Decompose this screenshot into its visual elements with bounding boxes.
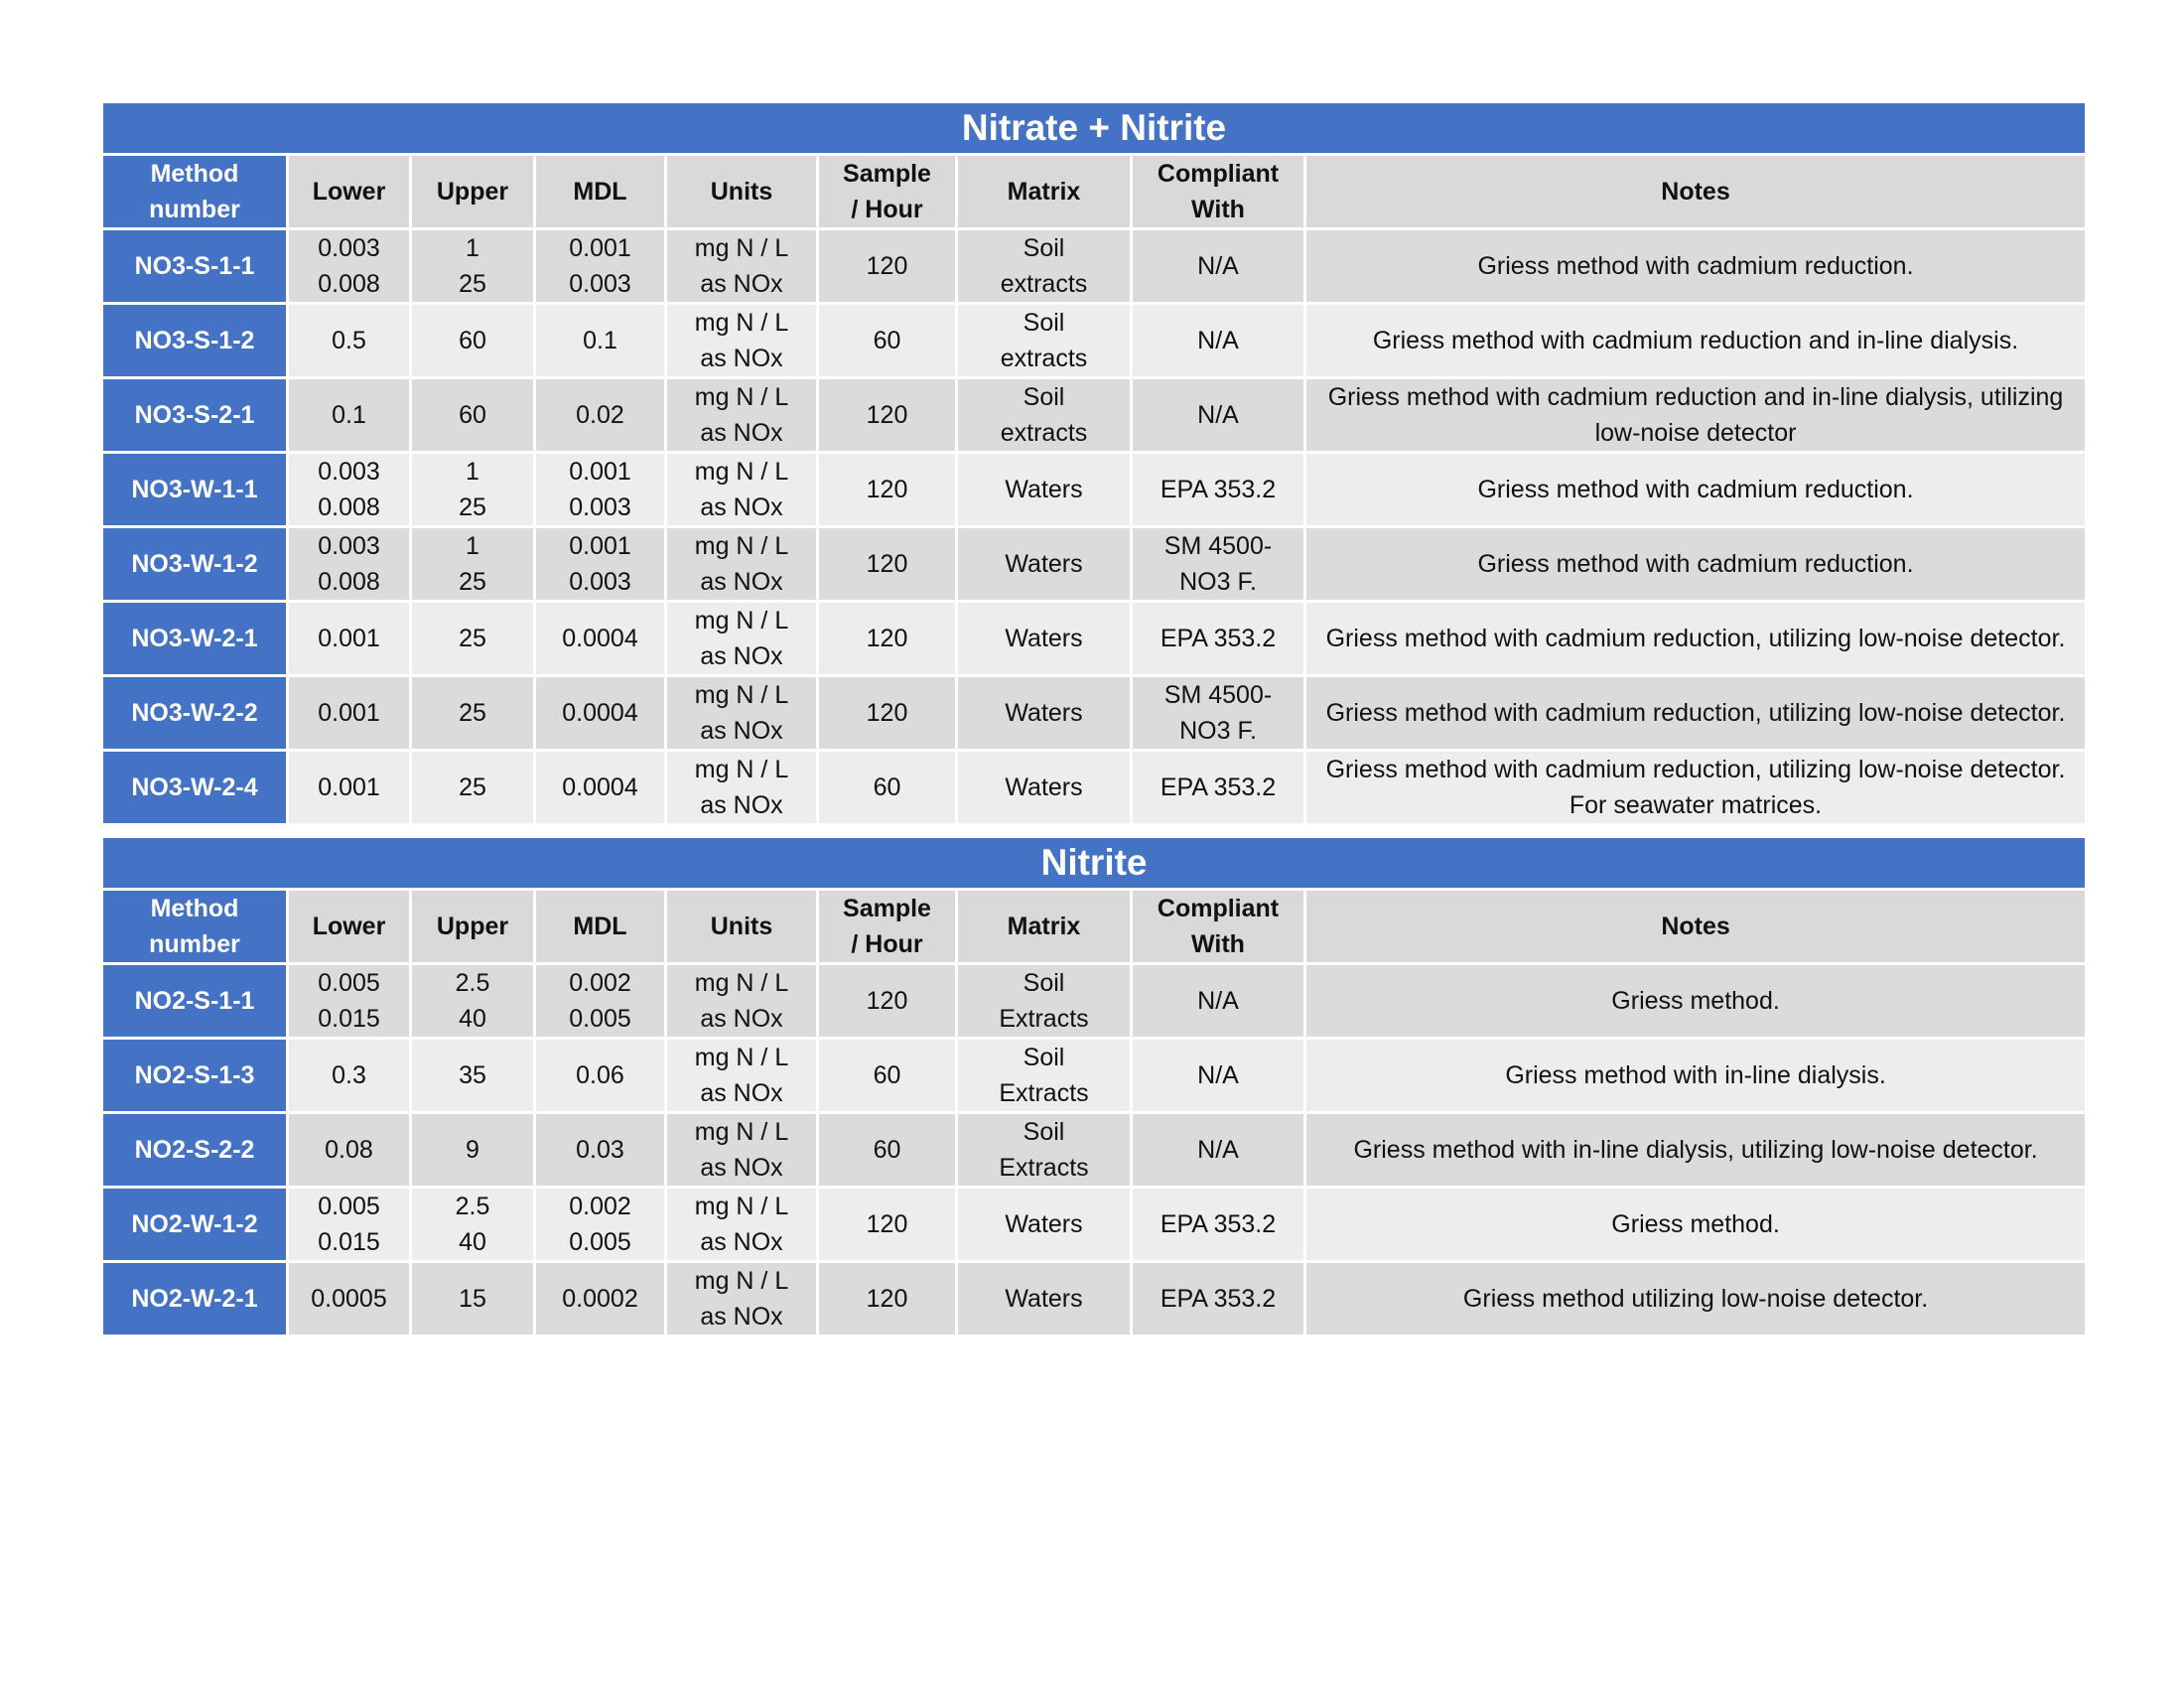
cell-matrix: Waters bbox=[957, 1188, 1132, 1262]
cell-method-number: NO3-W-2-2 bbox=[102, 676, 288, 751]
cell-method-number: NO2-S-2-2 bbox=[102, 1113, 288, 1188]
cell-matrix: Waters bbox=[957, 751, 1132, 825]
cell-lower: 0.3 bbox=[288, 1039, 411, 1113]
cell-units: mg N / L as NOx bbox=[666, 1039, 818, 1113]
header-sample-per-hour: Sample / Hour bbox=[818, 890, 957, 964]
header-matrix: Matrix bbox=[957, 155, 1132, 229]
cell-method-number: NO2-S-1-1 bbox=[102, 964, 288, 1039]
header-matrix: Matrix bbox=[957, 890, 1132, 964]
cell-notes: Griess method with in-line dialysis, utilizing low-noise detector. bbox=[1305, 1113, 2087, 1188]
table-row bbox=[102, 453, 2087, 527]
cell-method-number: NO3-W-2-1 bbox=[102, 602, 288, 676]
cell-lower: 0.003 0.008 bbox=[288, 453, 411, 527]
cell-matrix: Waters bbox=[957, 1262, 1132, 1336]
cell-mdl: 0.02 bbox=[535, 378, 666, 453]
cell-method-number: NO3-W-1-1 bbox=[102, 453, 288, 527]
section-title: Nitrate + Nitrite bbox=[102, 102, 2087, 155]
cell-compliant-with: N/A bbox=[1132, 1039, 1305, 1113]
table-row bbox=[102, 1262, 2087, 1336]
cell-lower: 0.1 bbox=[288, 378, 411, 453]
cell-mdl: 0.06 bbox=[535, 1039, 666, 1113]
cell-upper: 15 bbox=[411, 1262, 535, 1336]
table-row bbox=[102, 964, 2087, 1039]
header-row bbox=[102, 890, 2087, 964]
cell-units: mg N / L as NOx bbox=[666, 964, 818, 1039]
cell-matrix: Waters bbox=[957, 676, 1132, 751]
cell-sample-per-hour: 60 bbox=[818, 304, 957, 378]
cell-upper: 35 bbox=[411, 1039, 535, 1113]
cell-notes: Griess method utilizing low-noise detector. bbox=[1305, 1262, 2087, 1336]
cell-method-number: NO3-S-2-1 bbox=[102, 378, 288, 453]
cell-sample-per-hour: 120 bbox=[818, 229, 957, 304]
cell-units: mg N / L as NOx bbox=[666, 602, 818, 676]
nitrate-nitrite-table bbox=[100, 100, 2088, 826]
cell-compliant-with: EPA 353.2 bbox=[1132, 602, 1305, 676]
header-lower: Lower bbox=[288, 155, 411, 229]
cell-compliant-with: N/A bbox=[1132, 1113, 1305, 1188]
cell-units: mg N / L as NOx bbox=[666, 1188, 818, 1262]
table-row bbox=[102, 304, 2087, 378]
cell-matrix: Waters bbox=[957, 602, 1132, 676]
cell-lower: 0.003 0.008 bbox=[288, 229, 411, 304]
cell-method-number: NO2-W-2-1 bbox=[102, 1262, 288, 1336]
cell-sample-per-hour: 120 bbox=[818, 602, 957, 676]
header-mdl: MDL bbox=[535, 890, 666, 964]
cell-sample-per-hour: 120 bbox=[818, 964, 957, 1039]
header-method-number: Method number bbox=[102, 155, 288, 229]
cell-compliant-with: EPA 353.2 bbox=[1132, 1188, 1305, 1262]
cell-mdl: 0.001 0.003 bbox=[535, 453, 666, 527]
cell-compliant-with: N/A bbox=[1132, 229, 1305, 304]
table-row bbox=[102, 751, 2087, 825]
cell-units: mg N / L as NOx bbox=[666, 676, 818, 751]
cell-sample-per-hour: 60 bbox=[818, 1039, 957, 1113]
cell-notes: Griess method with cadmium reduction. bbox=[1305, 527, 2087, 602]
cell-units: mg N / L as NOx bbox=[666, 1113, 818, 1188]
cell-notes: Griess method with cadmium reduction, utilizing low-noise detector. For seawater matrices. bbox=[1305, 751, 2087, 825]
cell-matrix: Waters bbox=[957, 453, 1132, 527]
cell-mdl: 0.001 0.003 bbox=[535, 229, 666, 304]
cell-upper: 25 bbox=[411, 602, 535, 676]
cell-mdl: 0.002 0.005 bbox=[535, 1188, 666, 1262]
cell-mdl: 0.0004 bbox=[535, 676, 666, 751]
cell-upper: 60 bbox=[411, 304, 535, 378]
cell-sample-per-hour: 120 bbox=[818, 378, 957, 453]
cell-compliant-with: EPA 353.2 bbox=[1132, 1262, 1305, 1336]
cell-method-number: NO3-S-1-2 bbox=[102, 304, 288, 378]
cell-units: mg N / L as NOx bbox=[666, 527, 818, 602]
cell-notes: Griess method with cadmium reduction and in-line dialysis, utilizing low-noise detector bbox=[1305, 378, 2087, 453]
cell-matrix: Waters bbox=[957, 527, 1132, 602]
cell-lower: 0.08 bbox=[288, 1113, 411, 1188]
section-title: Nitrite bbox=[102, 837, 2087, 890]
table-row bbox=[102, 676, 2087, 751]
cell-matrix: Soil Extracts bbox=[957, 964, 1132, 1039]
cell-units: mg N / L as NOx bbox=[666, 453, 818, 527]
cell-upper: 1 25 bbox=[411, 453, 535, 527]
cell-units: mg N / L as NOx bbox=[666, 751, 818, 825]
cell-units: mg N / L as NOx bbox=[666, 378, 818, 453]
cell-notes: Griess method with cadmium reduction, utilizing low-noise detector. bbox=[1305, 676, 2087, 751]
header-row bbox=[102, 155, 2087, 229]
cell-notes: Griess method with cadmium reduction and in-line dialysis. bbox=[1305, 304, 2087, 378]
header-lower: Lower bbox=[288, 890, 411, 964]
cell-method-number: NO2-W-1-2 bbox=[102, 1188, 288, 1262]
cell-mdl: 0.03 bbox=[535, 1113, 666, 1188]
cell-matrix: Soil extracts bbox=[957, 304, 1132, 378]
cell-compliant-with: N/A bbox=[1132, 378, 1305, 453]
header-units: Units bbox=[666, 155, 818, 229]
header-notes: Notes bbox=[1305, 890, 2087, 964]
cell-units: mg N / L as NOx bbox=[666, 304, 818, 378]
cell-sample-per-hour: 120 bbox=[818, 453, 957, 527]
header-method-number: Method number bbox=[102, 890, 288, 964]
cell-method-number: NO3-W-1-2 bbox=[102, 527, 288, 602]
cell-method-number: NO3-W-2-4 bbox=[102, 751, 288, 825]
cell-lower: 0.001 bbox=[288, 751, 411, 825]
cell-compliant-with: N/A bbox=[1132, 964, 1305, 1039]
cell-matrix: Soil Extracts bbox=[957, 1039, 1132, 1113]
cell-sample-per-hour: 60 bbox=[818, 1113, 957, 1188]
cell-upper: 25 bbox=[411, 676, 535, 751]
cell-notes: Griess method with cadmium reduction, utilizing low-noise detector. bbox=[1305, 602, 2087, 676]
cell-lower: 0.003 0.008 bbox=[288, 527, 411, 602]
cell-upper: 1 25 bbox=[411, 527, 535, 602]
header-compliant-with: Compliant With bbox=[1132, 890, 1305, 964]
cell-lower: 0.001 bbox=[288, 602, 411, 676]
table-row bbox=[102, 1188, 2087, 1262]
cell-method-number: NO2-S-1-3 bbox=[102, 1039, 288, 1113]
cell-upper: 1 25 bbox=[411, 229, 535, 304]
cell-sample-per-hour: 60 bbox=[818, 751, 957, 825]
cell-compliant-with: SM 4500- NO3 F. bbox=[1132, 676, 1305, 751]
cell-upper: 2.5 40 bbox=[411, 1188, 535, 1262]
cell-matrix: Soil extracts bbox=[957, 229, 1132, 304]
header-mdl: MDL bbox=[535, 155, 666, 229]
cell-matrix: Soil extracts bbox=[957, 378, 1132, 453]
cell-method-number: NO3-S-1-1 bbox=[102, 229, 288, 304]
table-row bbox=[102, 602, 2087, 676]
cell-lower: 0.001 bbox=[288, 676, 411, 751]
cell-lower: 0.0005 bbox=[288, 1262, 411, 1336]
header-upper: Upper bbox=[411, 890, 535, 964]
cell-mdl: 0.001 0.003 bbox=[535, 527, 666, 602]
cell-units: mg N / L as NOx bbox=[666, 1262, 818, 1336]
cell-upper: 2.5 40 bbox=[411, 964, 535, 1039]
cell-lower: 0.005 0.015 bbox=[288, 964, 411, 1039]
header-compliant-with: Compliant With bbox=[1132, 155, 1305, 229]
cell-compliant-with: N/A bbox=[1132, 304, 1305, 378]
table-row bbox=[102, 1039, 2087, 1113]
cell-mdl: 0.0002 bbox=[535, 1262, 666, 1336]
cell-mdl: 0.002 0.005 bbox=[535, 964, 666, 1039]
cell-lower: 0.005 0.015 bbox=[288, 1188, 411, 1262]
cell-notes: Griess method. bbox=[1305, 1188, 2087, 1262]
cell-upper: 60 bbox=[411, 378, 535, 453]
table-row bbox=[102, 527, 2087, 602]
cell-notes: Griess method with cadmium reduction. bbox=[1305, 453, 2087, 527]
cell-sample-per-hour: 120 bbox=[818, 1188, 957, 1262]
cell-notes: Griess method with cadmium reduction. bbox=[1305, 229, 2087, 304]
cell-sample-per-hour: 120 bbox=[818, 676, 957, 751]
cell-sample-per-hour: 120 bbox=[818, 1262, 957, 1336]
table-row bbox=[102, 229, 2087, 304]
cell-compliant-with: SM 4500- NO3 F. bbox=[1132, 527, 1305, 602]
cell-units: mg N / L as NOx bbox=[666, 229, 818, 304]
header-notes: Notes bbox=[1305, 155, 2087, 229]
cell-sample-per-hour: 120 bbox=[818, 527, 957, 602]
table-row bbox=[102, 378, 2087, 453]
cell-notes: Griess method. bbox=[1305, 964, 2087, 1039]
header-upper: Upper bbox=[411, 155, 535, 229]
header-sample-per-hour: Sample / Hour bbox=[818, 155, 957, 229]
cell-matrix: Soil Extracts bbox=[957, 1113, 1132, 1188]
cell-upper: 9 bbox=[411, 1113, 535, 1188]
table-row bbox=[102, 1113, 2087, 1188]
cell-mdl: 0.1 bbox=[535, 304, 666, 378]
header-units: Units bbox=[666, 890, 818, 964]
cell-compliant-with: EPA 353.2 bbox=[1132, 453, 1305, 527]
cell-compliant-with: EPA 353.2 bbox=[1132, 751, 1305, 825]
nitrite-table bbox=[100, 835, 2088, 1337]
cell-lower: 0.5 bbox=[288, 304, 411, 378]
cell-upper: 25 bbox=[411, 751, 535, 825]
cell-mdl: 0.0004 bbox=[535, 751, 666, 825]
cell-mdl: 0.0004 bbox=[535, 602, 666, 676]
cell-notes: Griess method with in-line dialysis. bbox=[1305, 1039, 2087, 1113]
